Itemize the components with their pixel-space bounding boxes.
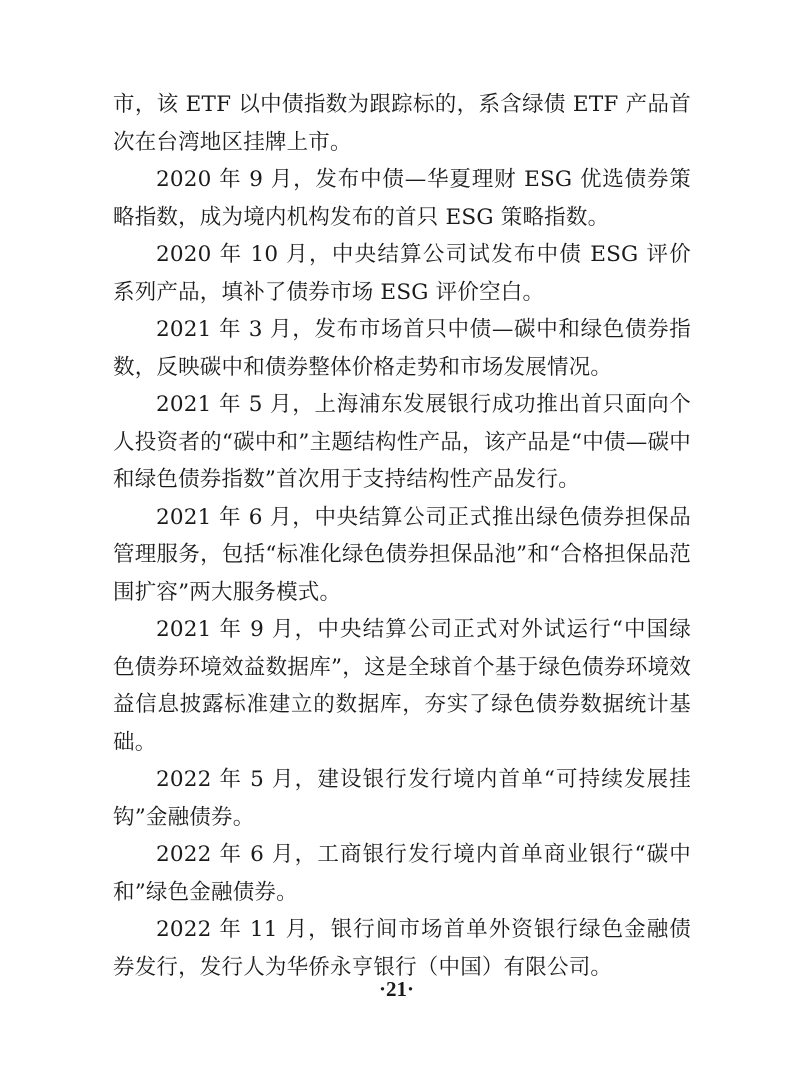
paragraph-2022-05: 2022 年 5 月，建设银行发行境内首单“可持续发展挂钩”金融债券。 (113, 767, 691, 830)
paragraph-2022-06: 2022 年 6 月，工商银行发行境内首单商业银行“碳中和”绿色金融债券。 (113, 842, 691, 905)
paragraph-2021-09: 2021 年 9 月，中央结算公司正式对外试运行“中国绿色债券环境效益数据库”，这是全球首个基于绿色债券环境效益信息披露标准建立的数据库，夯实了绿色债券数据统计基础。 (113, 617, 691, 755)
page-number: ·21· (378, 977, 414, 1001)
paragraph-2022-11: 2022 年 11 月，银行间市场首单外资银行绿色金融债券发行，发行人为华侨永亨银行（中国）有限公司。 (113, 917, 691, 980)
document-body (113, 86, 691, 986)
paragraph-2021-03: 2021 年 3 月，发布市场首只中债—碳中和绿色债券指数，反映碳中和债券整体价格走势和市场发展情况。 (113, 317, 691, 380)
paragraph-2020-09: 2020 年 9 月，发布中债—华夏理财 ESG 优选债券策略指数，成为境内机构发布的首只 ESG 策略指数。 (113, 167, 691, 230)
paragraph-2021-06: 2021 年 6 月，中央结算公司正式推出绿色债券担保品管理服务，包括“标准化绿色债券担保品池”和“合格担保品范围扩容”两大服务模式。 (113, 504, 691, 605)
paragraph-2021-05: 2021 年 5 月，上海浦东发展银行成功推出首只面向个人投资者的“碳中和”主题结构性产品，该产品是“中债—碳中和绿色债券指数”首次用于支持结构性产品发行。 (113, 392, 691, 492)
paragraph-continuation: 市，该 ETF 以中债指数为跟踪标的，系含绿债 ETF 产品首次在台湾地区挂牌上市。 (113, 92, 691, 155)
paragraph-2020-10: 2020 年 10 月，中央结算公司试发布中债 ESG 评价系列产品，填补了债券市场 ESG 评价空白。 (113, 242, 691, 305)
